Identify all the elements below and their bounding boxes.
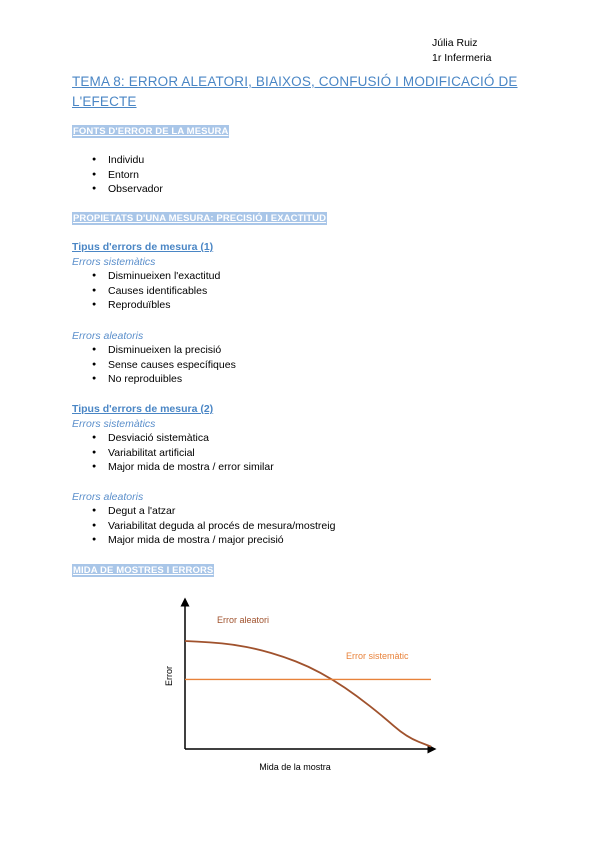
author-block — [432, 36, 492, 66]
aleatoris-list-1 — [92, 343, 236, 387]
document-title: TEMA 8: ERROR ALEATORI, BIAIXOS, CONFUSIÓ I MODIFICACIÓ DE L'EFECTE — [72, 74, 518, 109]
series-label-error-aleatori: Error aleatori — [217, 615, 270, 625]
list-item: ● Degut a l'atzar — [92, 504, 335, 519]
list-item: ● Sense causes específiques — [92, 358, 236, 373]
subheading-tipus-2: Tipus d'errors de mesura (2) — [72, 403, 214, 415]
series-label-error-sistematic: Error sistemàtic — [346, 651, 409, 661]
label-errors-sistematics-2: Errors sistemàtics — [72, 418, 156, 430]
label-errors-sistematics-1: Errors sistemàtics — [72, 256, 156, 268]
list-item: ● Causes identificables — [92, 284, 220, 299]
author-name: Júlia Ruiz — [432, 37, 478, 49]
x-axis-label: Mida de la mostra — [259, 762, 331, 772]
list-item: ● Individu — [92, 153, 163, 168]
list-item: ● Observador — [92, 182, 163, 197]
list-item: ● Disminueixen la precisió — [92, 343, 236, 358]
subheading-tipus-1: Tipus d'errors de mesura (1) — [72, 241, 214, 253]
list-item: ● Reproduïbles — [92, 298, 220, 313]
sistematics-list-1 — [92, 269, 220, 313]
list-item: ● Entorn — [92, 168, 163, 183]
error-vs-sample-size-chart — [150, 592, 450, 782]
list-item: ● Disminueixen l'exactitud — [92, 269, 220, 284]
section-heading-propietats: PROPIETATS D'UNA MESURA: PRECISIÓ I EXACTITUD — [73, 213, 327, 224]
list-item: ● Major mida de mostra / major precisió — [92, 533, 335, 548]
section-heading-mida: MIDA DE MOSTRES I ERRORS — [73, 565, 214, 576]
list-item: ● Variabilitat artificial — [92, 446, 274, 461]
fonts-list — [92, 153, 163, 197]
list-item: ● Desviació sistemàtica — [92, 431, 274, 446]
list-item: ● Variabilitat deguda al procés de mesura/mostreig — [92, 519, 335, 534]
y-axis-label: Error — [164, 666, 174, 686]
list-item: ● No reproduibles — [92, 372, 236, 387]
aleatoris-list-2 — [92, 504, 335, 548]
list-item: ● Major mida de mostra / error similar — [92, 460, 274, 475]
author-course: 1r Infermeria — [432, 52, 492, 64]
label-errors-aleatoris-2: Errors aleatoris — [72, 491, 144, 503]
section-heading-fonts: FONTS D'ERROR DE LA MESURA — [73, 126, 229, 137]
sistematics-list-2 — [92, 431, 274, 475]
label-errors-aleatoris-1: Errors aleatoris — [72, 330, 144, 342]
